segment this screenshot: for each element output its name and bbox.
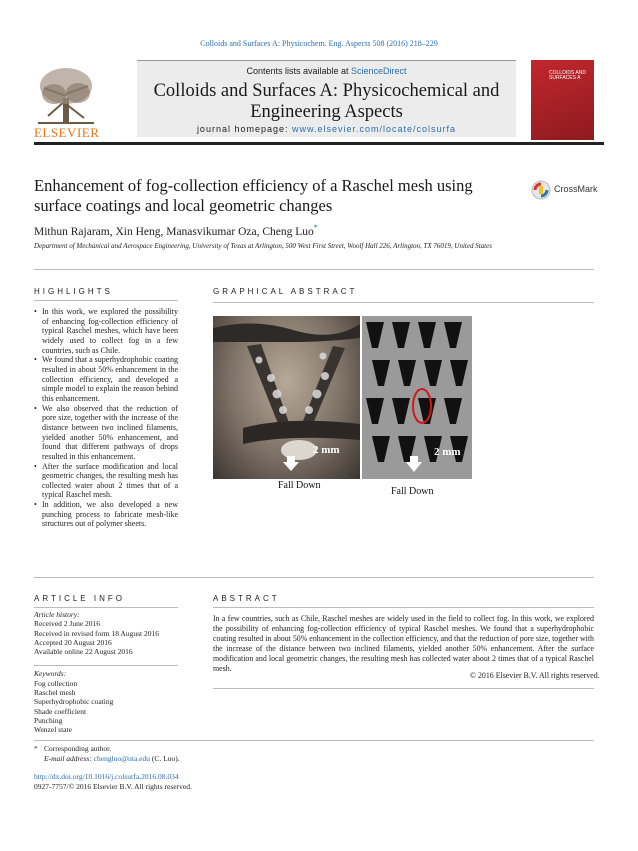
sciencedirect-link[interactable]: ScienceDirect bbox=[351, 66, 407, 76]
scale-bar-right: 2 mm bbox=[434, 446, 461, 458]
footnote-divider bbox=[34, 740, 594, 741]
article-title: Enhancement of fog-collection efficiency of a Raschel mesh using surface coatings and local geometric changes bbox=[34, 176, 473, 215]
left-caption: Fall Down bbox=[278, 480, 321, 491]
corresponding-author-footnote bbox=[34, 744, 180, 763]
abstract-bottom-rule bbox=[213, 688, 594, 689]
homepage-prefix: journal homepage: bbox=[196, 124, 292, 134]
keywords-rule bbox=[34, 665, 178, 666]
email-link[interactable]: chengluo@uta.edu bbox=[93, 753, 150, 763]
highlight-item: • In this work, we explored the possibility of enhancing fog-collection efficiency of typical Raschel meshes, which have been widely used to collect fog in a few countries, such as Chile. bbox=[34, 307, 178, 355]
highlight-item: • In addition, we also developed a new punching process to fabricate mesh-like structures out of polymer sheets. bbox=[34, 500, 178, 529]
corresponding-author-mark[interactable]: * bbox=[313, 223, 318, 232]
contents-prefix: Contents lists available at bbox=[246, 66, 352, 76]
crossmark-label: CrossMark bbox=[554, 184, 598, 194]
corresponding-text: Corresponding author. bbox=[44, 744, 112, 753]
history-label: Article history: bbox=[34, 610, 80, 619]
publisher-wordmark: ELSEVIER bbox=[34, 125, 100, 140]
keyword-item: Raschel mesh bbox=[34, 688, 76, 698]
abstract-copyright: © 2016 Elsevier B.V. All rights reserved. bbox=[470, 671, 600, 680]
right-caption: Fall Down bbox=[391, 486, 434, 497]
keywords-label: Keywords: bbox=[34, 669, 67, 679]
keyword-item: Fog collection bbox=[34, 678, 78, 688]
email-suffix: (C. Luo). bbox=[149, 753, 180, 763]
journal-reference[interactable]: Colloids and Surfaces A: Physicochem. Eng. Aspects 508 (2016) 218–229 bbox=[200, 39, 438, 48]
highlights-heading: HIGHLIGHTS bbox=[34, 287, 113, 296]
email-line bbox=[34, 754, 180, 764]
abstract-body: In a few countries, such as Chile, Raschel meshes are widely used in the field to collect fog. In this work, we explored the possibility of enhancing fog-collection efficiency of typical Raschel meshes. We found that a superhydrophobic coating resulted in about 50% enhancement in the collection efficiency, and that the reduction of pore size, together with the increase of the distance between two inclined filaments, yielded another 50% enhancement. After the surface modification and local geometric changes, the resulting mesh has collected water about 2 times that of a typical Raschel mesh. bbox=[213, 614, 594, 673]
header-divider bbox=[34, 142, 604, 145]
highlights-list bbox=[34, 307, 178, 529]
mid-divider bbox=[34, 577, 594, 578]
keyword-item: Shade coefficient bbox=[34, 706, 87, 716]
graphical-abstract-photo-punched-mesh bbox=[362, 316, 472, 479]
keyword-item: Wenzel state bbox=[34, 725, 72, 735]
doi-link[interactable]: http://dx.doi.org/10.1016/j.colsurfa.2016.08.034 bbox=[34, 772, 179, 781]
graphical-abstract-rule bbox=[213, 302, 594, 303]
highlight-item: • We also observed that the reduction of pore size, together with the increase of the distance between two inclined filaments, yielded another 50% enhancement, and found that different pathways of drops resulted in this enhancement. bbox=[34, 404, 178, 462]
scale-bar-left: 2 mm bbox=[313, 444, 340, 456]
journal-homepage bbox=[137, 124, 516, 134]
abstract-rule bbox=[213, 607, 594, 608]
journal-title: Colloids and Surfaces A: Physicochemical and Engineering Aspects bbox=[153, 81, 500, 122]
contents-line bbox=[137, 66, 516, 76]
banner-top-rule bbox=[137, 60, 516, 61]
affiliation: Department of Mechanical and Aerospace Engineering, University of Texas at Arlington, 500 West First Street, Woolf Hall 226, Arlington, TX 76019, United States bbox=[34, 242, 492, 250]
article-info bbox=[34, 610, 178, 735]
corresponding-line bbox=[34, 744, 180, 754]
email-label: E-mail address: bbox=[44, 753, 94, 763]
keyword-item: Punching bbox=[34, 715, 63, 725]
highlight-item: • We found that a superhydrophobic coating resulted in about 50% enhancement in the collection efficiency, and developed a simple model to explain the reason behind this enhancement. bbox=[34, 355, 178, 403]
history-item: Accepted 20 August 2016 bbox=[34, 637, 112, 647]
article-info-heading: ARTICLE INFO bbox=[34, 594, 125, 603]
history-item: Available online 22 August 2016 bbox=[34, 647, 133, 657]
keyword-item: Superhydrophobic coating bbox=[34, 697, 114, 707]
crossmark-badge[interactable] bbox=[531, 180, 597, 200]
graphical-abstract-photo-coated-mesh bbox=[213, 316, 360, 479]
issn-line: 0927-7757/© 2016 Elsevier B.V. All rights reserved. bbox=[34, 781, 192, 791]
homepage-link[interactable]: www.elsevier.com/locate/colsurfa bbox=[292, 124, 457, 134]
article-info-rule bbox=[34, 607, 178, 608]
authors-names: Mithun Rajaram, Xin Heng, Manasvikumar Oza, Cheng Luo bbox=[34, 225, 314, 238]
abstract-heading: ABSTRACT bbox=[213, 594, 280, 603]
cover-title: COLLOIDS AND SURFACES A bbox=[549, 70, 586, 81]
author-list bbox=[34, 223, 318, 238]
history-item: Received 2 June 2016 bbox=[34, 619, 101, 629]
history-item: Received in revised form 18 August 2016 bbox=[34, 628, 159, 638]
highlight-item: • After the surface modification and local geometric changes, the resulting mesh has collected water about 2 times that of a typical Raschel mesh. bbox=[34, 462, 178, 501]
doi-block bbox=[34, 772, 192, 791]
graphical-abstract-heading: GRAPHICAL ABSTRACT bbox=[213, 287, 358, 296]
crossmark-icon bbox=[531, 180, 551, 200]
footnote-marker: * bbox=[34, 744, 38, 753]
highlights-rule bbox=[34, 300, 178, 301]
title-divider bbox=[34, 269, 594, 270]
